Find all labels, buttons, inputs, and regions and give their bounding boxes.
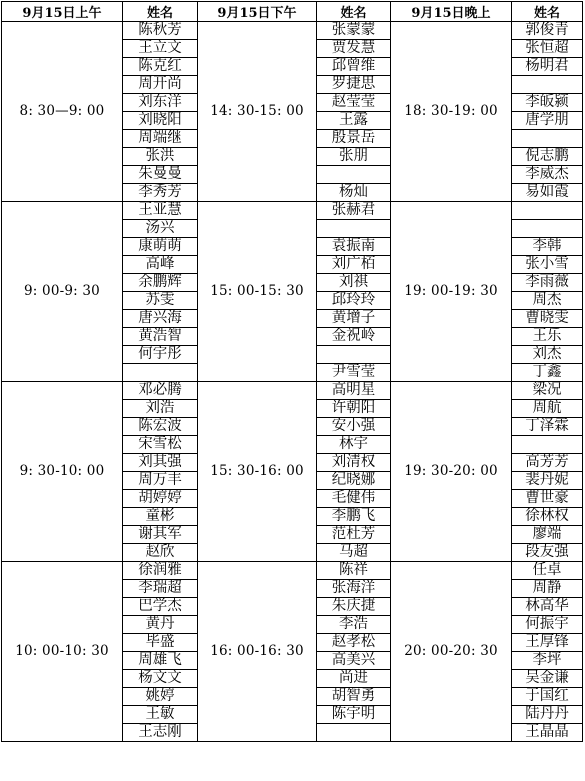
name-cell[interactable]: 陈宏波: [123, 418, 198, 436]
name-cell[interactable]: 周杰: [512, 292, 583, 310]
header-name[interactable]: 姓名: [317, 2, 391, 22]
name-cell[interactable]: 刘祺: [317, 274, 391, 292]
time-slot-cell[interactable]: 16: 00-16: 30: [198, 562, 317, 742]
name-cell[interactable]: [512, 202, 583, 220]
name-cell[interactable]: 罗捷思: [317, 76, 391, 94]
name-cell[interactable]: 陈宇明: [317, 706, 391, 724]
name-cell[interactable]: 林高华: [512, 598, 583, 616]
name-cell[interactable]: [317, 724, 391, 742]
name-cell[interactable]: 王厚锋: [512, 634, 583, 652]
time-slot-cell[interactable]: 8: 30—9: 00: [2, 22, 123, 202]
name-cell[interactable]: 邱曾维: [317, 58, 391, 76]
name-cell[interactable]: 王乐: [512, 328, 583, 346]
name-cell[interactable]: 唐学朋: [512, 112, 583, 130]
header-afternoon[interactable]: 9月15日下午: [198, 2, 317, 22]
name-cell[interactable]: 赵孝松: [317, 634, 391, 652]
name-cell[interactable]: 毛健伟: [317, 490, 391, 508]
name-cell[interactable]: [512, 130, 583, 148]
time-slot-cell[interactable]: 14: 30-15: 00: [198, 22, 317, 202]
name-cell[interactable]: 赵欣: [123, 544, 198, 562]
name-cell[interactable]: 刘杰: [512, 346, 583, 364]
name-cell[interactable]: 李瑞超: [123, 580, 198, 598]
name-cell[interactable]: 李坪: [512, 652, 583, 670]
table-row: [2, 562, 583, 580]
name-cell[interactable]: 陆丹丹: [512, 706, 583, 724]
name-cell[interactable]: 曹晓雯: [512, 310, 583, 328]
name-cell[interactable]: 高芳芳: [512, 454, 583, 472]
name-cell[interactable]: 刘晓阳: [123, 112, 198, 130]
name-cell[interactable]: 尚进: [317, 670, 391, 688]
name-cell[interactable]: [317, 220, 391, 238]
name-cell[interactable]: 杨明君: [512, 58, 583, 76]
name-cell[interactable]: 汤兴: [123, 220, 198, 238]
name-cell[interactable]: 张小雪: [512, 256, 583, 274]
time-slot-cell[interactable]: 18: 30-19: 00: [391, 22, 512, 202]
name-cell[interactable]: 梁况: [512, 382, 583, 400]
name-cell[interactable]: 李雨薇: [512, 274, 583, 292]
name-cell[interactable]: 周端继: [123, 130, 198, 148]
name-cell[interactable]: 金祝岭: [317, 328, 391, 346]
name-cell[interactable]: 王志刚: [123, 724, 198, 742]
name-cell[interactable]: 纪晓娜: [317, 472, 391, 490]
name-cell[interactable]: 倪志鹏: [512, 148, 583, 166]
name-cell[interactable]: 马超: [317, 544, 391, 562]
name-cell[interactable]: 张赫君: [317, 202, 391, 220]
name-cell[interactable]: 曹世豪: [512, 490, 583, 508]
name-cell[interactable]: 李韩: [512, 238, 583, 256]
name-cell[interactable]: 任卓: [512, 562, 583, 580]
name-cell[interactable]: 刘清权: [317, 454, 391, 472]
name-cell[interactable]: 毕盛: [123, 634, 198, 652]
time-slot-cell[interactable]: 10: 00-10: 30: [2, 562, 123, 742]
name-cell[interactable]: 张朋: [317, 148, 391, 166]
name-cell[interactable]: 黄浩智: [123, 328, 198, 346]
time-slot-cell[interactable]: 20: 00-20: 30: [391, 562, 512, 742]
name-cell[interactable]: 许朝阳: [317, 400, 391, 418]
name-cell[interactable]: 朱庆捷: [317, 598, 391, 616]
name-cell[interactable]: 张洪: [123, 148, 198, 166]
name-cell[interactable]: 陈秋芳: [123, 22, 198, 40]
name-cell[interactable]: 裴丹妮: [512, 472, 583, 490]
name-cell[interactable]: 廖端: [512, 526, 583, 544]
name-cell[interactable]: 高峰: [123, 256, 198, 274]
name-cell[interactable]: 易如霞: [512, 184, 583, 202]
name-cell[interactable]: 王亚慧: [123, 202, 198, 220]
header-evening[interactable]: 9月15日晚上: [391, 2, 512, 22]
name-cell[interactable]: 于国红: [512, 688, 583, 706]
name-cell[interactable]: 刘广栢: [317, 256, 391, 274]
name-cell[interactable]: 范杜芳: [317, 526, 391, 544]
name-cell[interactable]: 张海洋: [317, 580, 391, 598]
name-cell[interactable]: 姚婷: [123, 688, 198, 706]
header-name[interactable]: 姓名: [123, 2, 198, 22]
name-cell[interactable]: 刘其强: [123, 454, 198, 472]
name-cell[interactable]: 刘东洋: [123, 94, 198, 112]
name-cell[interactable]: 朱曼曼: [123, 166, 198, 184]
name-cell[interactable]: 李皈颍: [512, 94, 583, 112]
name-cell[interactable]: 黄增子: [317, 310, 391, 328]
time-slot-cell[interactable]: 19: 30-20: 00: [391, 382, 512, 562]
time-slot-cell[interactable]: 19: 00-19: 30: [391, 202, 512, 382]
name-cell[interactable]: 谢其军: [123, 526, 198, 544]
name-cell[interactable]: 胡婷婷: [123, 490, 198, 508]
name-cell[interactable]: 赵莹莹: [317, 94, 391, 112]
time-slot-cell[interactable]: 9: 30-10: 00: [2, 382, 123, 562]
name-cell[interactable]: 袁振南: [317, 238, 391, 256]
name-cell[interactable]: 李浩: [317, 616, 391, 634]
name-cell[interactable]: 陈祥: [317, 562, 391, 580]
table-row: [2, 382, 583, 400]
name-cell[interactable]: 徐林权: [512, 508, 583, 526]
name-cell[interactable]: 宋雪松: [123, 436, 198, 454]
time-slot-cell[interactable]: 9: 00-9: 30: [2, 202, 123, 382]
table-row: [2, 22, 583, 40]
name-cell[interactable]: 杨灿: [317, 184, 391, 202]
name-cell[interactable]: 周开尚: [123, 76, 198, 94]
name-cell[interactable]: 胡智勇: [317, 688, 391, 706]
name-cell[interactable]: [512, 220, 583, 238]
name-cell[interactable]: 黄丹: [123, 616, 198, 634]
name-cell[interactable]: 丁鑫: [512, 364, 583, 382]
header-morning[interactable]: 9月15日上午: [2, 2, 123, 22]
name-cell[interactable]: 陈克红: [123, 58, 198, 76]
name-cell[interactable]: 徐润雅: [123, 562, 198, 580]
name-cell[interactable]: 高美兴: [317, 652, 391, 670]
name-cell[interactable]: 周航: [512, 400, 583, 418]
name-cell[interactable]: 王立文: [123, 40, 198, 58]
header-name[interactable]: 姓名: [512, 2, 583, 22]
name-cell[interactable]: [123, 364, 198, 382]
name-cell[interactable]: 高明星: [317, 382, 391, 400]
name-cell[interactable]: [317, 346, 391, 364]
name-cell[interactable]: 贾发慧: [317, 40, 391, 58]
name-cell[interactable]: 李鹏飞: [317, 508, 391, 526]
name-cell[interactable]: 周雄飞: [123, 652, 198, 670]
name-cell[interactable]: 王晶晶: [512, 724, 583, 742]
name-cell[interactable]: [512, 436, 583, 454]
name-cell[interactable]: 邓必腾: [123, 382, 198, 400]
name-cell[interactable]: 殷景岳: [317, 130, 391, 148]
name-cell[interactable]: 李秀芳: [123, 184, 198, 202]
name-cell[interactable]: 苏雯: [123, 292, 198, 310]
name-cell[interactable]: 安小强: [317, 418, 391, 436]
name-cell[interactable]: 丁泽霖: [512, 418, 583, 436]
name-cell[interactable]: 余鹏辉: [123, 274, 198, 292]
name-cell[interactable]: 尹雪莹: [317, 364, 391, 382]
name-cell[interactable]: 刘浩: [123, 400, 198, 418]
name-cell[interactable]: 李威杰: [512, 166, 583, 184]
name-cell[interactable]: 王露: [317, 112, 391, 130]
name-cell[interactable]: [317, 166, 391, 184]
name-cell[interactable]: 周静: [512, 580, 583, 598]
name-cell[interactable]: 王敏: [123, 706, 198, 724]
name-cell[interactable]: [512, 76, 583, 94]
name-cell[interactable]: 何宇彤: [123, 346, 198, 364]
name-cell[interactable]: 邱玲玲: [317, 292, 391, 310]
time-slot-cell[interactable]: 15: 30-16: 00: [198, 382, 317, 562]
schedule-body: [2, 22, 583, 742]
name-cell[interactable]: 唐兴海: [123, 310, 198, 328]
name-cell[interactable]: 段友强: [512, 544, 583, 562]
name-cell[interactable]: 巴学杰: [123, 598, 198, 616]
name-cell[interactable]: 何振宇: [512, 616, 583, 634]
name-cell[interactable]: 童彬: [123, 508, 198, 526]
name-cell[interactable]: 周万丰: [123, 472, 198, 490]
name-cell[interactable]: 张恒超: [512, 40, 583, 58]
name-cell[interactable]: 康萌萌: [123, 238, 198, 256]
name-cell[interactable]: 郭俊青: [512, 22, 583, 40]
table-row: [2, 202, 583, 220]
name-cell[interactable]: 林宇: [317, 436, 391, 454]
time-slot-cell[interactable]: 15: 00-15: 30: [198, 202, 317, 382]
header-row: [2, 2, 583, 22]
name-cell[interactable]: 杨文文: [123, 670, 198, 688]
name-cell[interactable]: 张蒙蒙: [317, 22, 391, 40]
schedule-table: [1, 1, 583, 742]
name-cell[interactable]: 吴金谦: [512, 670, 583, 688]
